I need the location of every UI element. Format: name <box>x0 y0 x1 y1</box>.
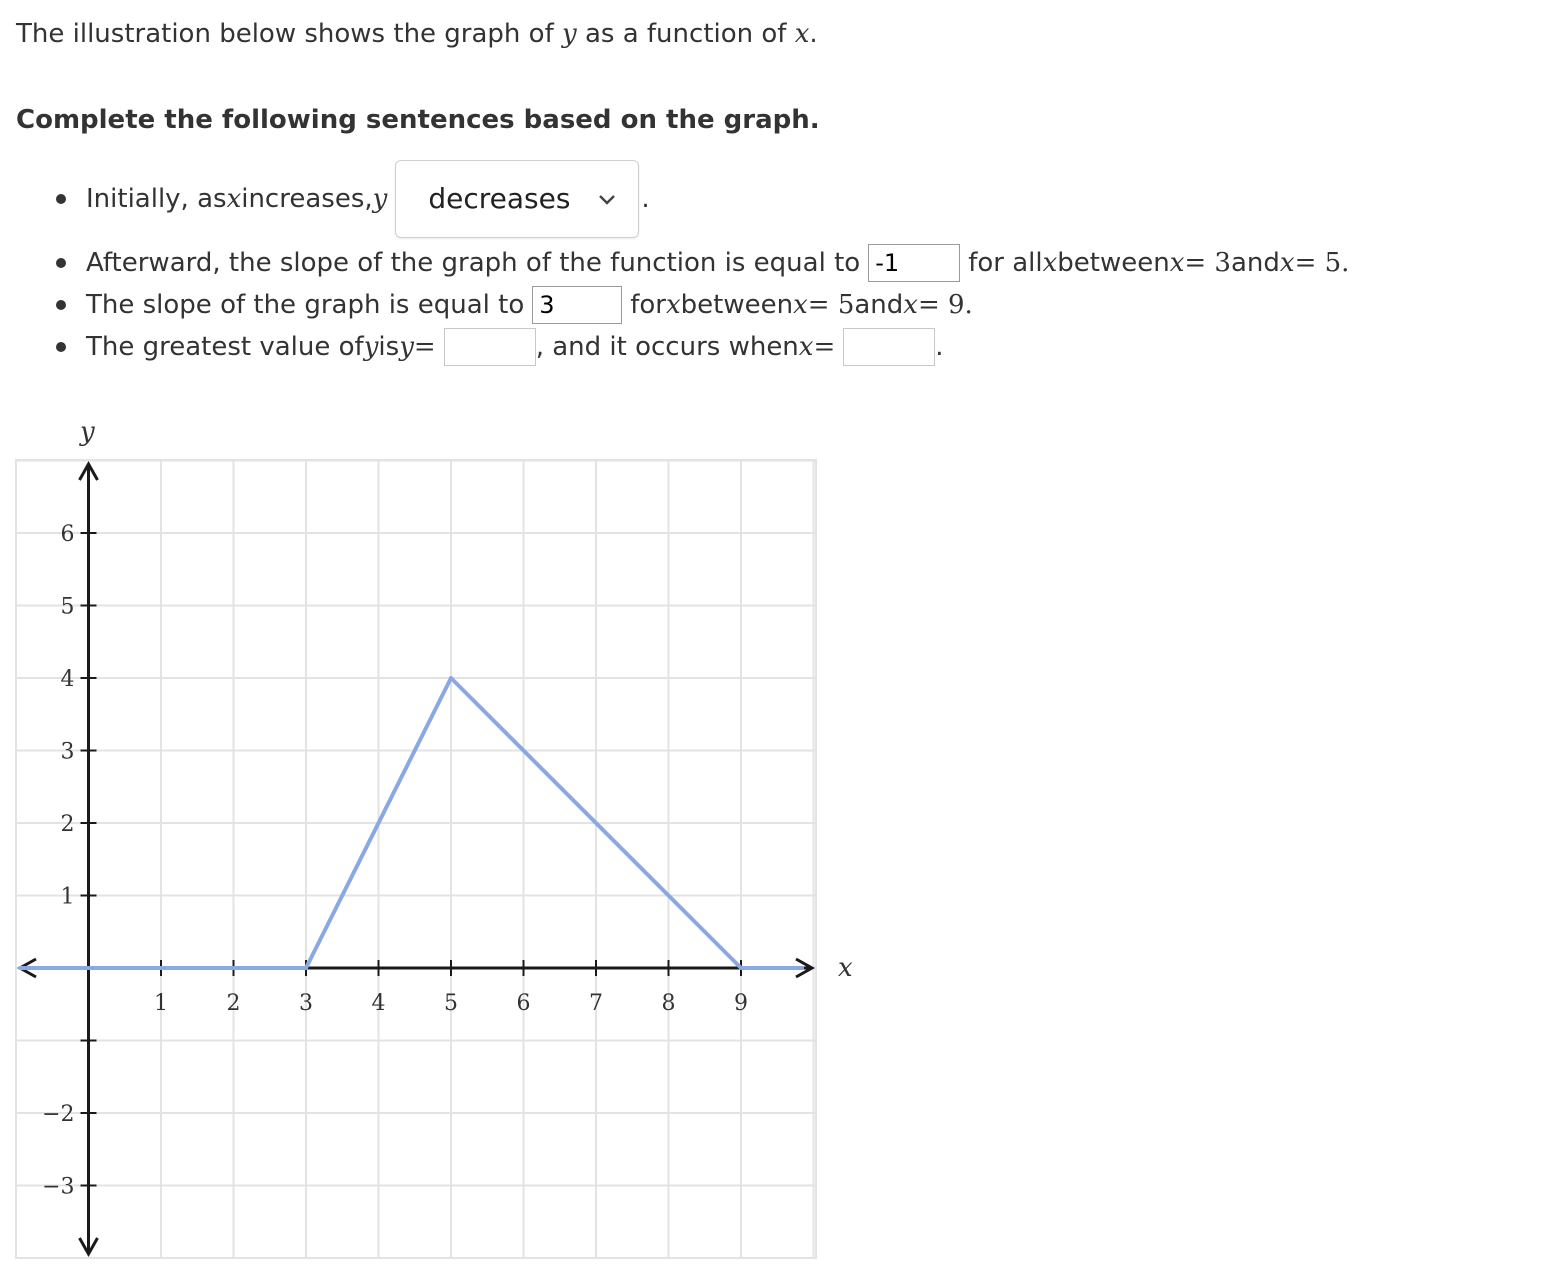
chevron-down-icon <box>596 188 618 210</box>
y-tick-label: 1 <box>60 884 75 910</box>
bullet-slope-3-to-5 <box>56 244 1349 282</box>
var-x: x <box>793 290 808 320</box>
y-tick-label: 4 <box>60 667 75 692</box>
intro-text-part: The illustration below shows the graph of <box>16 19 562 49</box>
var-x: x <box>903 290 918 320</box>
grid-border <box>16 460 816 1258</box>
sentence-text: increases, <box>241 184 373 214</box>
bullet-dot <box>56 300 66 310</box>
sentence-text: The slope of the graph is equal to <box>86 290 525 320</box>
sentence-text: for all <box>968 248 1043 278</box>
equation-text: = 3 <box>1184 248 1231 278</box>
instruction-heading: Complete the following sentences based on the graph. <box>16 105 820 135</box>
intro-text <box>16 18 818 50</box>
x-tick-label: 7 <box>589 991 603 1016</box>
equation-text: = <box>413 332 436 362</box>
dropdown-selected-value: decreases <box>428 182 571 215</box>
var-y: y <box>372 184 388 214</box>
y-tick-label: −3 <box>42 1174 75 1200</box>
function-graph <box>0 410 880 1270</box>
var-y: y <box>399 332 414 362</box>
var-x: x <box>1042 248 1058 278</box>
axes <box>20 464 812 1254</box>
sentence-text: for <box>630 290 666 320</box>
equation-text: = <box>813 332 836 362</box>
var-y: y <box>562 19 577 49</box>
intro-text-part: . <box>809 19 818 49</box>
y-tick-label: −2 <box>42 1102 75 1127</box>
var-x: x <box>226 184 242 214</box>
bullet-dot <box>56 258 66 268</box>
x-tick-label: 5 <box>444 991 458 1016</box>
grid-lines <box>16 460 816 1258</box>
sentence-text: is <box>378 332 400 362</box>
sentence-text: between <box>680 290 794 320</box>
bullet-slope-5-to-9 <box>56 286 973 324</box>
y-tick-label: 5 <box>60 594 75 620</box>
y-axis-label: y <box>80 417 95 447</box>
bullet-dot <box>56 194 66 204</box>
tick-labels <box>42 522 748 1200</box>
var-y: y <box>363 332 379 362</box>
greatest-x-input[interactable] <box>843 328 935 366</box>
var-x: x <box>794 19 810 49</box>
var-x: x <box>798 332 814 362</box>
sentence-text: . <box>641 184 650 214</box>
y-tick-label: 2 <box>60 812 75 837</box>
greatest-y-input[interactable] <box>444 328 536 366</box>
x-tick-label: 9 <box>734 991 748 1016</box>
x-tick-label: 1 <box>154 991 168 1016</box>
slope-input-5-to-9[interactable] <box>532 286 622 324</box>
bullet-initial-behavior <box>56 160 650 238</box>
equation-text: = 5 <box>807 290 855 320</box>
x-tick-label: 6 <box>516 991 531 1016</box>
x-axis-label: x <box>838 953 853 983</box>
sentence-text: The greatest value of <box>86 332 364 362</box>
var-x: x <box>665 290 681 320</box>
x-tick-label: 8 <box>661 991 676 1016</box>
x-tick-label: 3 <box>299 991 313 1016</box>
sentence-text: and <box>854 290 904 320</box>
bullet-dot <box>56 342 66 352</box>
sentence-text: , and it occurs when <box>535 332 799 362</box>
equation-text: = 5. <box>1294 248 1350 278</box>
bullet-greatest-value <box>56 328 944 366</box>
sentence-text: between <box>1057 248 1170 278</box>
var-x: x <box>1279 248 1295 278</box>
sentence-text: and <box>1230 248 1280 278</box>
y-tick-label: 3 <box>60 739 75 765</box>
y-tick-label: 6 <box>60 522 75 547</box>
equation-text: = 9. <box>917 290 973 320</box>
sentence-text: Initially, as <box>86 184 227 214</box>
x-tick-label: 2 <box>226 991 241 1016</box>
behavior-dropdown[interactable] <box>395 160 639 238</box>
sentence-text: Afterward, the slope of the graph of the function is equal to <box>86 248 861 278</box>
sentence-text: . <box>935 332 944 362</box>
intro-text-part: as a function of <box>576 19 795 49</box>
var-x: x <box>1169 248 1185 278</box>
slope-input-3-to-5[interactable] <box>868 244 960 282</box>
x-tick-label: 4 <box>371 991 386 1016</box>
